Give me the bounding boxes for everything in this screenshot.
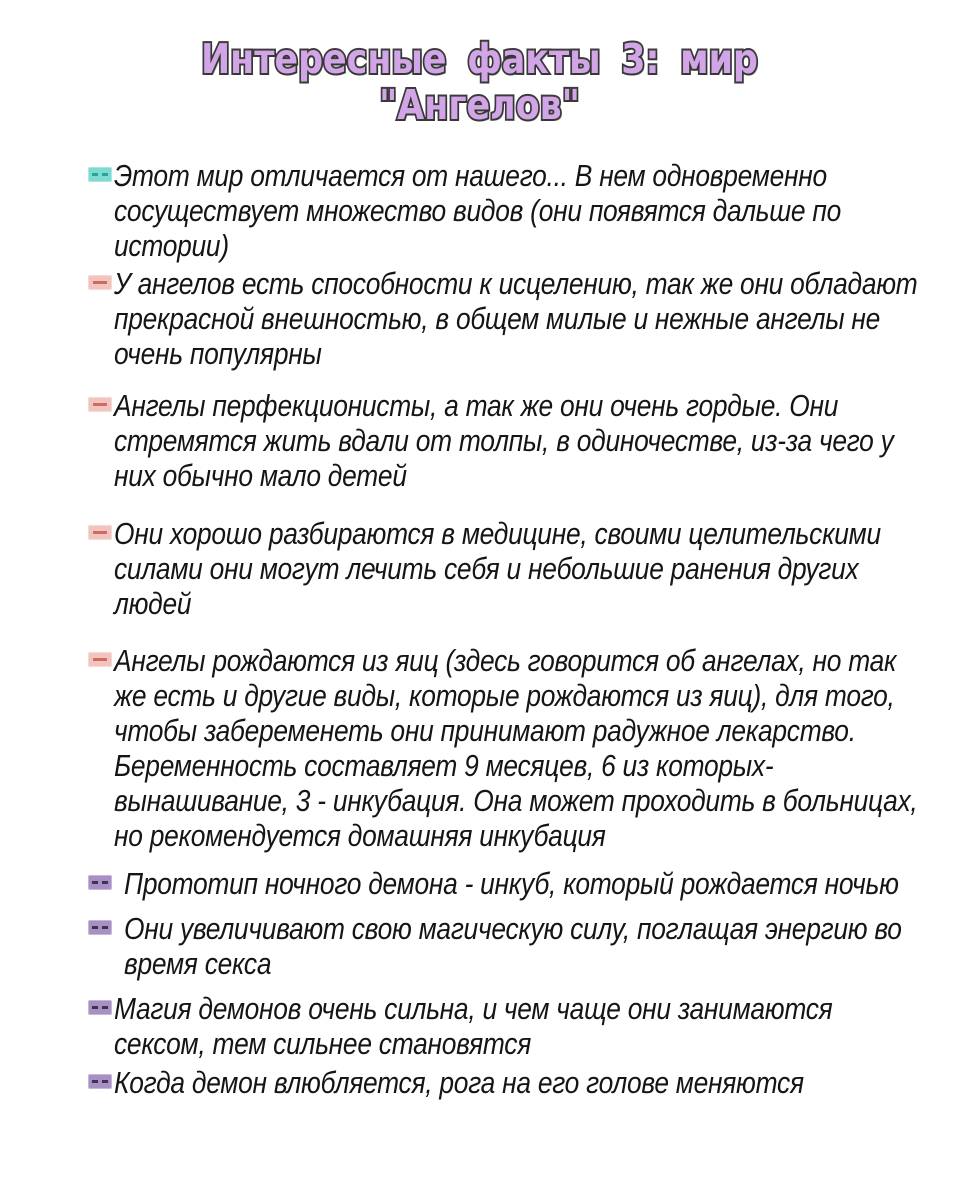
tape-dash — [92, 1006, 108, 1009]
fact-text: Магия демонов очень сильна, и чем чаще они занимаются сексом, тем сильнее становятся — [114, 991, 833, 1061]
page-title-line-2: "Ангелов" — [379, 81, 580, 129]
fact-text: Когда демон влюбляется, рога на его голове меняются — [114, 1065, 804, 1100]
fact-item-2 — [88, 266, 959, 371]
fact-text: Прототип ночного демона - инкуб, который рождается ночью — [124, 866, 899, 901]
fact-text: У ангелов есть способности к исцелению, так же они обладают прекрасной внешностью, в общем милые и нежные ангелы не очень популярны — [114, 266, 918, 371]
washi-tape-icon-pink — [88, 397, 112, 412]
tape-dash — [93, 531, 107, 534]
tape-dash — [93, 281, 107, 284]
washi-tape-icon-teal — [88, 167, 112, 182]
washi-tape-icon-purple — [88, 875, 112, 890]
fact-item-8 — [88, 991, 959, 1061]
washi-tape-icon-purple — [88, 1074, 112, 1089]
tape-dash — [93, 658, 107, 661]
fact-text: Ангелы перфекционисты, а так же они очень гордые. Они стремятся жить вдали от толпы, в одиночестве, из-за чего у них обычно мало детей — [114, 388, 894, 493]
tape-dash — [93, 403, 107, 406]
fact-item-3 — [88, 388, 959, 493]
tape-dash — [92, 926, 108, 929]
fact-item-5 — [88, 643, 959, 853]
fact-item-6 — [88, 866, 959, 901]
fact-text: Они хорошо разбираются в медицине, своими целительскими силами они могут лечить себя и небольшие ранения других людей — [114, 516, 881, 621]
fact-text: Они увеличивают свою магическую силу, поглащая энергию во время секса — [124, 911, 902, 981]
washi-tape-icon-purple — [88, 920, 112, 935]
fact-item-4 — [88, 516, 959, 621]
washi-tape-icon-pink — [88, 275, 112, 290]
tape-dash — [92, 1080, 108, 1083]
washi-tape-icon-pink — [88, 652, 112, 667]
washi-tape-icon-purple — [88, 1000, 112, 1015]
tape-dash — [92, 881, 108, 884]
fact-item-9 — [88, 1065, 959, 1100]
fact-item-7 — [88, 911, 959, 981]
tape-dash — [92, 173, 108, 176]
page-title — [0, 36, 959, 128]
fact-item-1 — [88, 158, 959, 263]
facts-list — [88, 158, 959, 1100]
washi-tape-icon-pink — [88, 525, 112, 540]
fact-text: Ангелы рождаются из яиц (здесь говорится об ангелах, но так же есть и другие виды, которые рождаются из яиц), для того, чтобы забеременеть они принимают радужное лекарство. Беременность составляет 9 месяцев, 6 из которых-вынашивание, 3 - инкубация. Она может проходить в больницах, но рекомендуется домашняя инкубация — [114, 643, 918, 853]
fact-text: Этот мир отличается от нашего... В нем одновременно сосуществует множество видов (они появятся дальше по истории) — [114, 158, 842, 263]
page-title-line-1: Интересные факты 3: мир — [201, 35, 758, 83]
